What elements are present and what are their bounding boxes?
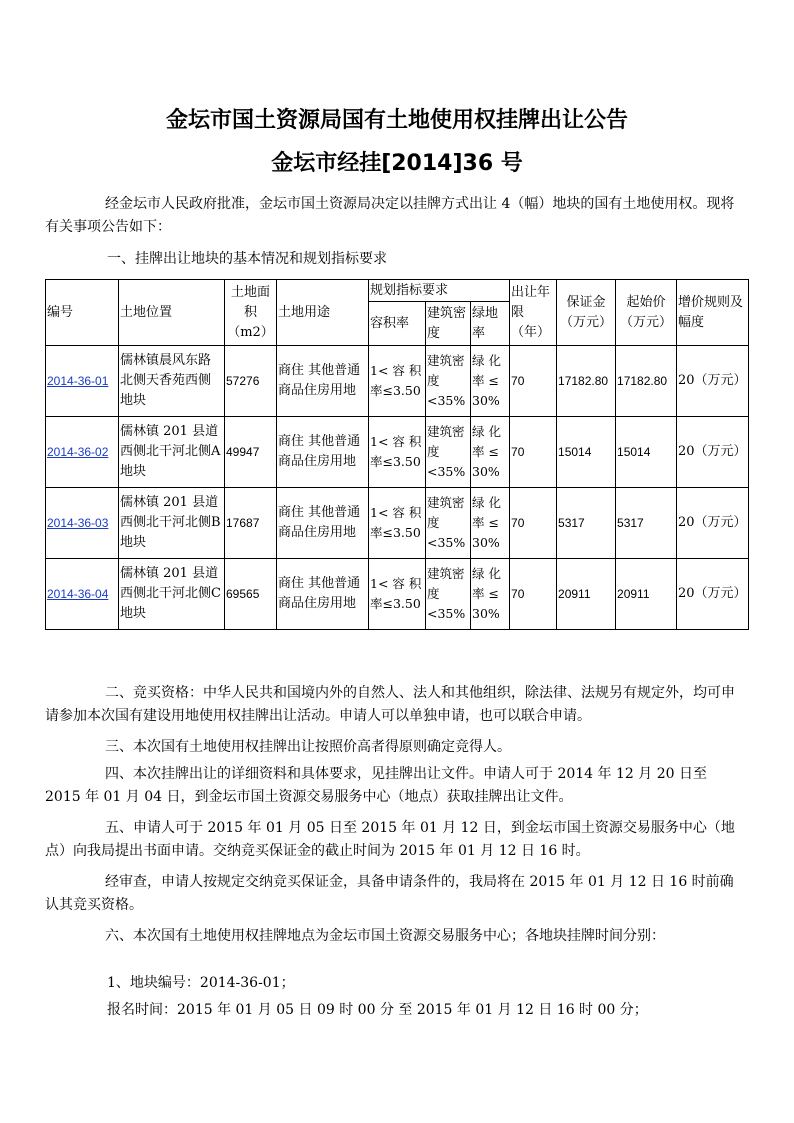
header-use: 土地用途 <box>277 280 369 346</box>
table-row <box>46 559 749 630</box>
section-5-paragraph: 五、申请人可于 2015 年 01 月 05 日至 2015 年 01 月 12 日，到金坛市国土资源交易服务中心（地点）向我局提出书面申请。交纳竞买保证金的截止时间为 2015 年 01 月 12 日 16 时。 <box>45 820 735 859</box>
increment-cell: 20（万元） <box>677 559 749 630</box>
increment-cell: 20（万元） <box>677 346 749 417</box>
use-cell: 商住 其他普通商品住房用地 <box>277 346 369 417</box>
area-cell: 57276 <box>225 346 277 417</box>
area-cell: 17687 <box>225 488 277 559</box>
area-cell: 49947 <box>225 417 277 488</box>
section-6-paragraph: 六、本次国有土地使用权挂牌地点为金坛市国土资源交易服务中心；各地块挂牌时间分别： <box>105 928 665 944</box>
announcement-title: 金坛市国土资源局国有土地使用权挂牌出让公告 <box>165 108 628 133</box>
intro-paragraph: 经金坛市人民政府批准，金坛市国土资源局决定以挂牌方式出让 4（幅）地块的国有土地使用权。现将有关事项公告如下： <box>45 196 735 235</box>
density-cell: 建筑密度 <35% <box>426 559 471 630</box>
start-price-cell: 15014 <box>616 417 677 488</box>
term-cell: 70 <box>510 346 557 417</box>
section-5b-paragraph: 经审查，申请人按规定交纳竞买保证金，具备申请条件的，我局将在 2015 年 01 月 12 日 16 时前确认其竞买资格。 <box>45 874 734 913</box>
density-cell: 建筑密度 <35% <box>426 488 471 559</box>
table-row <box>46 488 749 559</box>
far-cell: 1< 容 积 率≤3.50 <box>369 559 426 630</box>
far-cell: 1< 容 积 率≤3.50 <box>369 488 426 559</box>
deposit-cell: 20911 <box>557 559 616 630</box>
header-far: 容积率 <box>369 302 426 346</box>
location-cell: 儒林镇 201 县道西侧北干河北侧B 地块 <box>119 488 225 559</box>
announcement-number: 金坛市经挂[2014]36 号 <box>271 151 523 176</box>
header-deposit: 保证金（万元） <box>557 280 616 346</box>
start-price-cell: 17182.80 <box>616 346 677 417</box>
header-area: 土地面积（m2） <box>225 280 277 346</box>
header-start-price: 起始价（万元） <box>616 280 677 346</box>
header-term: 出让年限（年） <box>510 280 557 346</box>
green-cell: 绿 化 率 ≤ 30% <box>471 488 510 559</box>
density-cell: 建筑密度 <35% <box>426 346 471 417</box>
parcel-link[interactable]: 2014-36-02 <box>47 444 109 459</box>
area-cell: 69565 <box>225 559 277 630</box>
location-cell: 儒林镇 201 县道西侧北干河北侧C 地块 <box>119 559 225 630</box>
deposit-cell: 15014 <box>557 417 616 488</box>
header-no: 编号 <box>46 280 119 346</box>
section-4-paragraph: 四、本次挂牌出让的详细资料和具体要求，见挂牌出让文件。申请人可于 2014 年 12 月 20 日至 2015 年 01 月 04 日，到金坛市国土资源交易服务中心（地点）获取挂牌出让文件。 <box>45 766 707 805</box>
far-cell: 1< 容 积 率≤3.50 <box>369 346 426 417</box>
header-green: 绿地率 <box>471 302 510 346</box>
start-price-cell: 5317 <box>616 488 677 559</box>
table-row <box>46 346 749 417</box>
parcel-link[interactable]: 2014-36-04 <box>47 586 109 601</box>
term-cell: 70 <box>510 488 557 559</box>
header-location: 土地位置 <box>119 280 225 346</box>
section-1-heading: 一、挂牌出让地块的基本情况和规划指标要求 <box>107 251 387 267</box>
land-parcel-table <box>45 279 749 630</box>
parcel-link[interactable]: 2014-36-03 <box>47 515 109 530</box>
parcel-item-1: 1、地块编号：2014-36-01； <box>107 975 295 991</box>
term-cell: 70 <box>510 417 557 488</box>
location-cell: 儒林镇晨风东路北侧天香苑西侧地块 <box>119 346 225 417</box>
header-planning: 规划指标要求 <box>369 280 510 302</box>
header-density: 建筑密度 <box>426 302 471 346</box>
start-price-cell: 20911 <box>616 559 677 630</box>
green-cell: 绿 化 率 ≤ 30% <box>471 346 510 417</box>
green-cell: 绿 化 率 ≤ 30% <box>471 559 510 630</box>
green-cell: 绿 化 率 ≤ 30% <box>471 417 510 488</box>
deposit-cell: 17182.80 <box>557 346 616 417</box>
term-cell: 70 <box>510 559 557 630</box>
deposit-cell: 5317 <box>557 488 616 559</box>
header-increment: 增价规则及幅度 <box>677 280 749 346</box>
parcel-item-1-time: 报名时间：2015 年 01 月 05 日 09 时 00 分 至 2015 年 01 月 12 日 16 时 00 分； <box>107 1002 648 1018</box>
parcel-link[interactable]: 2014-36-01 <box>47 373 109 388</box>
increment-cell: 20（万元） <box>677 417 749 488</box>
density-cell: 建筑密度 <35% <box>426 417 471 488</box>
increment-cell: 20（万元） <box>677 488 749 559</box>
location-cell: 儒林镇 201 县道西侧北干河北侧A 地块 <box>119 417 225 488</box>
section-2-paragraph: 二、竞买资格：中华人民共和国境内外的自然人、法人和其他组织，除法律、法规另有规定外，均可申请参加本次国有建设用地使用权挂牌出让活动。申请人可以单独申请，也可以联合申请。 <box>45 685 735 724</box>
use-cell: 商住 其他普通商品住房用地 <box>277 559 369 630</box>
use-cell: 商住 其他普通商品住房用地 <box>277 488 369 559</box>
far-cell: 1< 容 积 率≤3.50 <box>369 417 426 488</box>
section-3-paragraph: 三、本次国有土地使用权挂牌出让按照价高者得原则确定竞得人。 <box>105 739 511 755</box>
table-row <box>46 417 749 488</box>
use-cell: 商住 其他普通商品住房用地 <box>277 417 369 488</box>
